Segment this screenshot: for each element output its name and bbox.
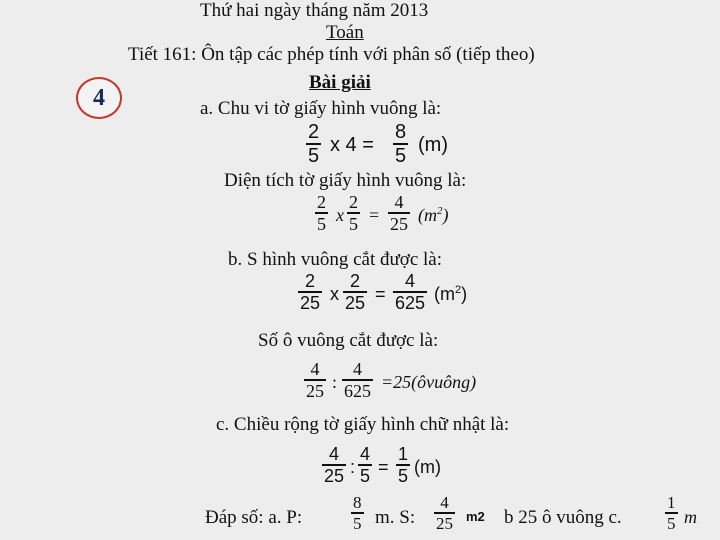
perimeter-fraction-1 [306,122,321,166]
numerator: 4 [353,359,362,379]
numerator: 4 [440,493,449,512]
numerator: 4 [394,192,404,212]
numerator: 2 [317,192,326,212]
area-fraction-2 [347,193,360,233]
numerator: 2 [349,192,358,212]
count-text: Số ô vuông cắt được là: [258,330,439,351]
count-fraction-1 [304,360,326,400]
denominator: 5 [395,144,407,167]
denominator: 25 [306,380,324,401]
denominator: 25 [300,292,321,313]
answer-s-unit: m2 [466,509,485,524]
count-operator: : [332,372,338,392]
denominator: 5 [398,465,409,486]
numerator: 4 [360,444,371,464]
answer-s-fraction [434,494,455,532]
perimeter-text: a. Chu vi tờ giấy hình vuông là: [200,98,442,119]
numerator: 8 [353,493,362,512]
area-fraction-3 [388,193,410,233]
answer-c-fraction [665,494,678,532]
answer-s-label: m. S: [375,507,416,528]
answer-label: Đáp số: a. P: [205,507,303,528]
count-fraction-2 [342,360,373,400]
date-line: Thứ hai ngày tháng năm 2013 [200,0,429,21]
denominator: 5 [317,213,326,234]
perimeter-fraction-2 [393,122,408,166]
numerator: 4 [310,359,320,379]
denominator: 5 [308,144,320,167]
denominator: 25 [324,465,345,486]
numerator: 4 [405,271,416,291]
denominator: 5 [353,513,362,533]
numerator: 2 [350,271,361,291]
numerator: 4 [329,444,340,464]
area-equals: = [369,205,380,225]
square-operator: x [330,284,339,304]
area-unit: $(m^2)$ [418,205,449,225]
denominator: 625 [395,292,426,313]
area-operator: x [336,205,344,225]
numerator: 2 [308,121,320,143]
perimeter-operator: x 4 = [330,134,374,156]
denominator: 5 [349,213,358,234]
width-text: c. Chiều rộng tờ giấy hình chữ nhật là: [216,414,510,435]
square-unit: $(m^2)$ [434,284,468,304]
width-fraction-3 [396,445,410,485]
numerator: 8 [395,121,407,143]
perimeter-unit: (m) [418,134,448,156]
square-fraction-1 [298,272,322,312]
width-fraction-2 [358,445,372,485]
answer-c-unit: m [684,507,697,527]
numerator: 1 [667,493,676,512]
numerator: 1 [398,444,409,464]
area-fraction-1 [315,193,328,233]
denominator: 25 [436,513,453,533]
numerator: 2 [305,271,316,291]
subject-title: Toán [326,22,364,43]
answer-p-fraction [351,494,364,532]
count-result: =25(ôvuông) [381,372,477,392]
denominator: 25 [390,213,408,234]
denominator: 25 [345,292,366,313]
solution-title: Bài giải [309,72,371,93]
area-text: Diện tích tờ giấy hình vuông là: [224,170,467,191]
square-size-text: b. S hình vuông cắt được là: [228,249,443,270]
square-fraction-3 [393,272,427,312]
denominator: 5 [360,465,371,486]
lesson-title: Tiết 161: Ôn tập các phép tính với phân số (tiếp theo) [128,44,535,65]
denominator: 625 [344,380,371,401]
width-fraction-1 [322,445,346,485]
width-equals: = [378,457,389,477]
square-fraction-2 [343,272,367,312]
width-unit: (m) [414,457,441,477]
width-operator: : [350,457,356,477]
exercise-number: 4 [93,84,105,111]
answer-b-text: b 25 ô vuông c. [504,507,622,528]
square-equals: = [375,284,386,304]
denominator: 5 [667,513,676,533]
exercise-number-badge [76,77,122,119]
